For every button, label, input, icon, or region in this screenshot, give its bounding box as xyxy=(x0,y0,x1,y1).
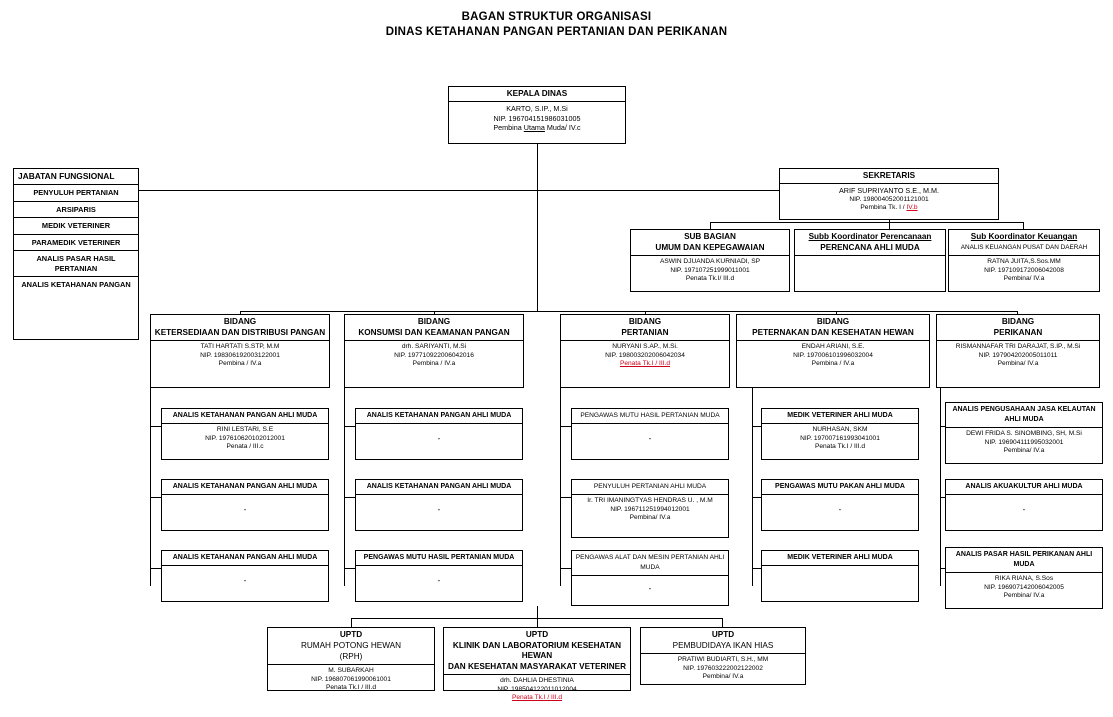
bidang-4-child-1-title: MEDIK VETERINER AHLI MUDA xyxy=(762,409,918,424)
uptd-2-sub-1: KLINIK DAN LABORATORIUM KESEHATAN HEWAN xyxy=(452,641,622,660)
bidang-4-child-1-details xyxy=(762,424,918,454)
bidang-2-child-2-details: - xyxy=(437,505,441,514)
bidang-5-details xyxy=(937,341,1099,371)
uptd-1-sub-1: RUMAH POTONG HEWAN xyxy=(300,641,402,650)
connector-kepala-fungsional xyxy=(90,190,537,191)
bidang-2-nip: NIP. 197710922006042016 xyxy=(394,351,474,359)
bidang-2-header-1: BIDANG xyxy=(417,317,451,326)
connector-bidang-2-child-2 xyxy=(344,497,355,498)
bidang-1-child-1-details xyxy=(162,424,328,454)
uptd-3-header: UPTD xyxy=(711,630,735,639)
uptd-2-box xyxy=(443,627,631,702)
uptd-3-sub-1: PEMBUDIDAYA IKAN HIAS xyxy=(641,639,805,654)
uptd-2-name: drh. DAHLIA DHESTINIA xyxy=(500,677,574,684)
fungsional-item-analis-pasar-hasil-pertanian: ANALIS PASAR HASIL PERTANIAN xyxy=(14,251,138,277)
bidang-1-box xyxy=(150,314,330,388)
bidang-5-child-3-rank: Pembina/ IV.a xyxy=(1003,592,1045,600)
bidang-2-child-2 xyxy=(355,479,523,531)
bidang-3-child-3 xyxy=(571,550,729,606)
subkoor-keuangan-rank: Pembina/ IV.a xyxy=(1003,275,1045,283)
bidang-1-child-1-rank: Penata / III.c xyxy=(226,443,264,451)
bidang-5-child-2-details: - xyxy=(1022,505,1026,514)
bidang-4-child-1-rank: Penata Tk.I / III.d xyxy=(814,443,866,451)
bidang-5-nip: NIP. 197904202005011011 xyxy=(978,351,1058,359)
bidang-3-child-3-details: - xyxy=(648,584,652,593)
bidang-4-nip: NIP. 197006101996032004 xyxy=(793,351,873,359)
uptd-3-nip: NIP. 197603222002122002 xyxy=(683,664,763,672)
fungsional-item-penyuluh-pertanian: PENYULUH PERTANIAN xyxy=(14,185,138,202)
bidang-5-child-1-rank: Pembina/ IV.a xyxy=(1003,447,1045,455)
bidang-3-child-2-title: PENYULUH PERTANIAN AHLI MUDA xyxy=(572,480,728,495)
uptd-1-nip: NIP. 196807061990061001 xyxy=(311,675,391,683)
connector-bidang-4-children xyxy=(752,388,753,586)
subkoor-perencanaan-box xyxy=(794,229,946,292)
bidang-1-child-3-title: ANALIS KETAHANAN PANGAN AHLI MUDA xyxy=(162,551,328,566)
bidang-4-child-3 xyxy=(761,550,919,602)
subkoor-keuangan-header-2: ANALIS KEUANGAN PUSAT DAN DAERAH xyxy=(949,241,1099,256)
bidang-3-child-2-name: Ir. TRI IMANINGTYAS HENDRAS U. , M.M xyxy=(587,497,713,504)
bidang-5-child-1 xyxy=(945,402,1103,464)
connector-subkoor-keuangan-down xyxy=(1023,222,1024,229)
sekretaris-details xyxy=(780,184,998,215)
bidang-5-box xyxy=(936,314,1100,388)
connector-bidang-3-child-1 xyxy=(560,426,571,427)
connector-bidang-2-child-3 xyxy=(344,568,355,569)
fungsional-item-arsiparis: ARSIPARIS xyxy=(14,202,138,219)
bidang-2-child-1-details: - xyxy=(437,434,441,443)
connector-bidang-3-child-2 xyxy=(560,497,571,498)
bidang-3-child-1-details: - xyxy=(648,434,652,443)
sekretaris-header: SEKRETARIS xyxy=(780,169,998,184)
uptd-3-rank: Pembina/ IV.a xyxy=(702,673,744,681)
jabatan-fungsional-header: JABATAN FUNGSIONAL xyxy=(14,169,138,185)
connector-sub-bagian-down xyxy=(710,222,711,229)
bidang-3-details xyxy=(561,341,729,371)
uptd-1-details xyxy=(268,665,434,695)
bidang-4-rank: Pembina / IV.a xyxy=(811,360,855,368)
connector-bidang-4-child-3 xyxy=(752,568,761,569)
bidang-1-rank: Pembina / IV.a xyxy=(218,360,262,368)
connector-bidang-1-child-2 xyxy=(150,497,161,498)
bidang-5-child-1-title: ANALIS PENGUSAHAAN JASA KELAUTAN AHLI MUDA xyxy=(946,403,1102,428)
bidang-4-header-1: BIDANG xyxy=(816,317,850,326)
bidang-3-header-1: BIDANG xyxy=(628,317,662,326)
uptd-1-header: UPTD xyxy=(339,630,363,639)
bidang-1-nip: NIP. 198306192003122001 xyxy=(200,351,280,359)
connector-sekretaris-bus xyxy=(710,222,1023,223)
uptd-3-name: PRATIWI BUDIARTI, S.H., MM xyxy=(677,656,769,663)
bidang-1-child-2-title: ANALIS KETAHANAN PANGAN AHLI MUDA xyxy=(162,480,328,495)
connector-bidang-bus xyxy=(240,311,1017,312)
bidang-4-child-3-details xyxy=(762,566,918,570)
kepala-dinas-rank: Pembina Utama Muda/ IV.c xyxy=(493,123,581,133)
bidang-1-child-1-title: ANALIS KETAHANAN PANGAN AHLI MUDA xyxy=(162,409,328,424)
subkoor-perencanaan-header-1: Subb Koordinator Perencanaan xyxy=(808,232,932,241)
bidang-5-child-1-nip: NIP. 196904111995032001 xyxy=(984,438,1064,446)
bidang-5-child-3-title: ANALIS PASAR HASIL PERIKANAN AHLI MUDA xyxy=(946,548,1102,573)
bidang-1-child-2 xyxy=(161,479,329,531)
bidang-3-child-1-title: PENGAWAS MUTU HASIL PERTANIAN MUDA xyxy=(572,409,728,424)
sub-bagian-umum-box xyxy=(630,229,790,292)
connector-bidang-2-children xyxy=(344,388,345,586)
connector-bidang-3-children xyxy=(560,388,561,586)
bidang-4-header-2: PETERNAKAN DAN KESEHATAN HEWAN xyxy=(737,326,929,341)
title-line-2: DINAS KETAHANAN PANGAN PERTANIAN DAN PERIKANAN xyxy=(385,26,728,38)
connector-bidang-5-children xyxy=(940,388,941,586)
kepala-dinas-nip: NIP. 196704151986031005 xyxy=(493,113,581,123)
bidang-4-child-2-title: PENGAWAS MUTU PAKAN AHLI MUDA xyxy=(762,480,918,495)
kepala-dinas-header: KEPALA DINAS xyxy=(449,87,625,102)
jabatan-fungsional-box xyxy=(13,168,139,340)
uptd-3-box xyxy=(640,627,806,685)
bidang-1-child-1-nip: NIP. 197610620102012001 xyxy=(205,434,285,442)
subkoor-perencanaan-header-2: PERENCANA AHLI MUDA xyxy=(795,241,945,256)
uptd-2-nip: NIP. 198504122011012004 xyxy=(497,685,577,693)
bidang-2-child-3 xyxy=(355,550,523,602)
bidang-2-child-2-title: ANALIS KETAHANAN PANGAN AHLI MUDA xyxy=(356,480,522,495)
connector-bidang-4-child-1 xyxy=(752,426,761,427)
bidang-2-child-3-details: - xyxy=(437,576,441,585)
uptd-3-details xyxy=(641,654,805,684)
uptd-2-header: UPTD xyxy=(525,630,549,639)
bidang-5-rank: Pembina/ IV.a xyxy=(997,360,1039,368)
connector-bidang-4-child-2 xyxy=(752,497,761,498)
fungsional-item-paramedik-veteriner: PARAMEDIK VETERINER xyxy=(14,235,138,252)
bidang-3-rank: Penata Tk.I / III.d xyxy=(619,360,671,368)
sub-bagian-rank: Penata Tk.I/ III.d xyxy=(685,275,735,283)
bidang-2-name: drh. SARIYANTI, M.Si xyxy=(401,343,467,350)
connector-uptd-1-down xyxy=(351,618,352,627)
sub-bagian-details xyxy=(631,256,789,286)
bidang-1-child-3 xyxy=(161,550,329,602)
bidang-1-details xyxy=(151,341,329,371)
fungsional-item-analis-ketahanan-pangan: ANALIS KETAHANAN PANGAN xyxy=(21,280,131,289)
bidang-5-header-2: PERIKANAN xyxy=(937,326,1099,341)
fungsional-item-medik-veteriner: MEDIK VETERINER xyxy=(14,218,138,235)
connector-kepala-down xyxy=(537,144,538,311)
bidang-3-box xyxy=(560,314,730,388)
bidang-3-child-2-rank: Pembina/ IV.a xyxy=(629,514,671,522)
sekretaris-nip: NIP. 198004052001121001 xyxy=(849,195,929,203)
uptd-2-details xyxy=(444,675,630,705)
bidang-4-box xyxy=(736,314,930,388)
bidang-2-header-2: KONSUMSI DAN KEAMANAN PANGAN xyxy=(345,326,523,341)
subkoor-keuangan-box xyxy=(948,229,1100,292)
bidang-4-child-2 xyxy=(761,479,919,531)
bidang-5-child-3-details xyxy=(946,573,1102,603)
bidang-5-child-1-name: DEWI FRIDA S. SINOMBING, SH, M.Si xyxy=(966,430,1082,437)
bidang-2-child-3-title: PENGAWAS MUTU HASIL PERTANIAN MUDA xyxy=(356,551,522,566)
connector-bidang-1-child-1 xyxy=(150,426,161,427)
bidang-1-header-2: KETERSEDIAAN DAN DISTRIBUSI PANGAN xyxy=(151,326,329,341)
bidang-5-child-3 xyxy=(945,547,1103,609)
bidang-2-details xyxy=(345,341,523,371)
subkoor-keuangan-details xyxy=(949,256,1099,286)
bidang-4-child-2-details: - xyxy=(838,505,842,514)
bidang-4-child-1 xyxy=(761,408,919,460)
bidang-5-child-2-title: ANALIS AKUAKULTUR AHLI MUDA xyxy=(946,480,1102,495)
bidang-3-name: NURYANI S.AP., M.Si. xyxy=(612,343,678,350)
bidang-1-header-1: BIDANG xyxy=(223,317,257,326)
connector-uptd-2-down xyxy=(537,606,538,627)
bidang-3-child-1 xyxy=(571,408,729,460)
bidang-4-child-1-name: NURHASAN, SKM xyxy=(812,426,868,433)
connector-bidang-2-child-1 xyxy=(344,426,355,427)
bidang-4-child-3-title: MEDIK VETERINER AHLI MUDA xyxy=(762,551,918,566)
bidang-3-child-2-nip: NIP. 196711251994012001 xyxy=(610,505,690,513)
subkoor-keuangan-header-1: Sub Koordinator Keuangan xyxy=(970,232,1078,241)
bidang-3-child-2-details xyxy=(572,495,728,525)
subkoor-keuangan-name: RATNA JUITA,S.Sos.MM xyxy=(987,258,1061,265)
bidang-1-name: TATI HARTATI S.STP, M.M xyxy=(200,343,280,350)
kepala-dinas-details xyxy=(449,102,625,135)
bidang-4-name: ENDAH ARIANI, S.E. xyxy=(801,343,865,350)
bidang-1-child-1 xyxy=(161,408,329,460)
uptd-1-sub-2: (RPH) xyxy=(268,650,434,665)
sekretaris-rank: Pembina Tk. I / IV.b xyxy=(860,204,918,212)
uptd-1-name: M. SUBARKAH xyxy=(328,667,374,674)
uptd-2-sub-2: DAN KESEHATAN MASYARAKAT VETERINER xyxy=(444,660,630,675)
connector-bidang-3-child-3 xyxy=(560,568,571,569)
bidang-5-header-1: BIDANG xyxy=(1001,317,1035,326)
bidang-2-child-1-title: ANALIS KETAHANAN PANGAN AHLI MUDA xyxy=(356,409,522,424)
kepala-dinas-name: KARTO, S.IP., M.Si xyxy=(506,104,568,113)
bidang-3-child-3-title: PENGAWAS ALAT DAN MESIN PERTANIAN AHLI MUDA xyxy=(572,551,728,576)
connector-bidang-1-child-3 xyxy=(150,568,161,569)
sub-bagian-header-2: UMUM DAN KEPEGAWAIAN xyxy=(631,241,789,256)
bidang-2-box xyxy=(344,314,524,388)
bidang-1-child-1-name: RINI LESTARI, S.E xyxy=(216,426,274,433)
bidang-4-child-1-nip: NIP. 197007161993041001 xyxy=(800,434,880,442)
bidang-1-child-3-details: - xyxy=(243,576,247,585)
kepala-dinas-box xyxy=(448,86,626,144)
bidang-3-child-2 xyxy=(571,479,729,538)
subkoor-keuangan-nip: NIP. 197109172006042008 xyxy=(984,266,1064,274)
bidang-5-name: RISMANNAFAR TRI DARAJAT, S.IP., M.Si xyxy=(955,343,1081,350)
bidang-5-child-3-nip: NIP. 196907142006042005 xyxy=(984,583,1064,591)
page-title xyxy=(0,10,1113,40)
sekretaris-name: ARIF SUPRIYANTO S.E., M.M. xyxy=(839,186,939,195)
bidang-4-details xyxy=(737,341,929,371)
sub-bagian-nip: NIP. 197107251999011001 xyxy=(670,266,750,274)
bidang-1-child-2-details: - xyxy=(243,505,247,514)
uptd-1-box xyxy=(267,627,435,691)
bidang-5-child-2 xyxy=(945,479,1103,531)
sub-bagian-header-1: SUB BAGIAN xyxy=(684,232,736,241)
title-line-1: BAGAN STRUKTUR ORGANISASI xyxy=(461,11,652,23)
connector-uptd-3-down xyxy=(722,618,723,627)
bidang-5-child-3-name: RIKA RIANA, S.Sos xyxy=(994,575,1054,582)
uptd-2-rank: Penata Tk.I / III.d xyxy=(511,694,563,702)
sub-bagian-name: ASWIN DJUANDA KURNIADI, SP xyxy=(659,258,761,265)
bidang-3-nip: NIP. 198003202006042034 xyxy=(605,351,685,359)
bidang-2-rank: Pembina / IV.a xyxy=(412,360,456,368)
sekretaris-box xyxy=(779,168,999,220)
uptd-1-rank: Penata Tk.I / III.d xyxy=(325,684,377,692)
bidang-3-header-2: PERTANIAN xyxy=(561,326,729,341)
bidang-2-child-1 xyxy=(355,408,523,460)
connector-bidang-1-children xyxy=(150,388,151,586)
subkoor-perencanaan-details xyxy=(795,256,945,260)
bidang-5-child-1-details xyxy=(946,428,1102,458)
